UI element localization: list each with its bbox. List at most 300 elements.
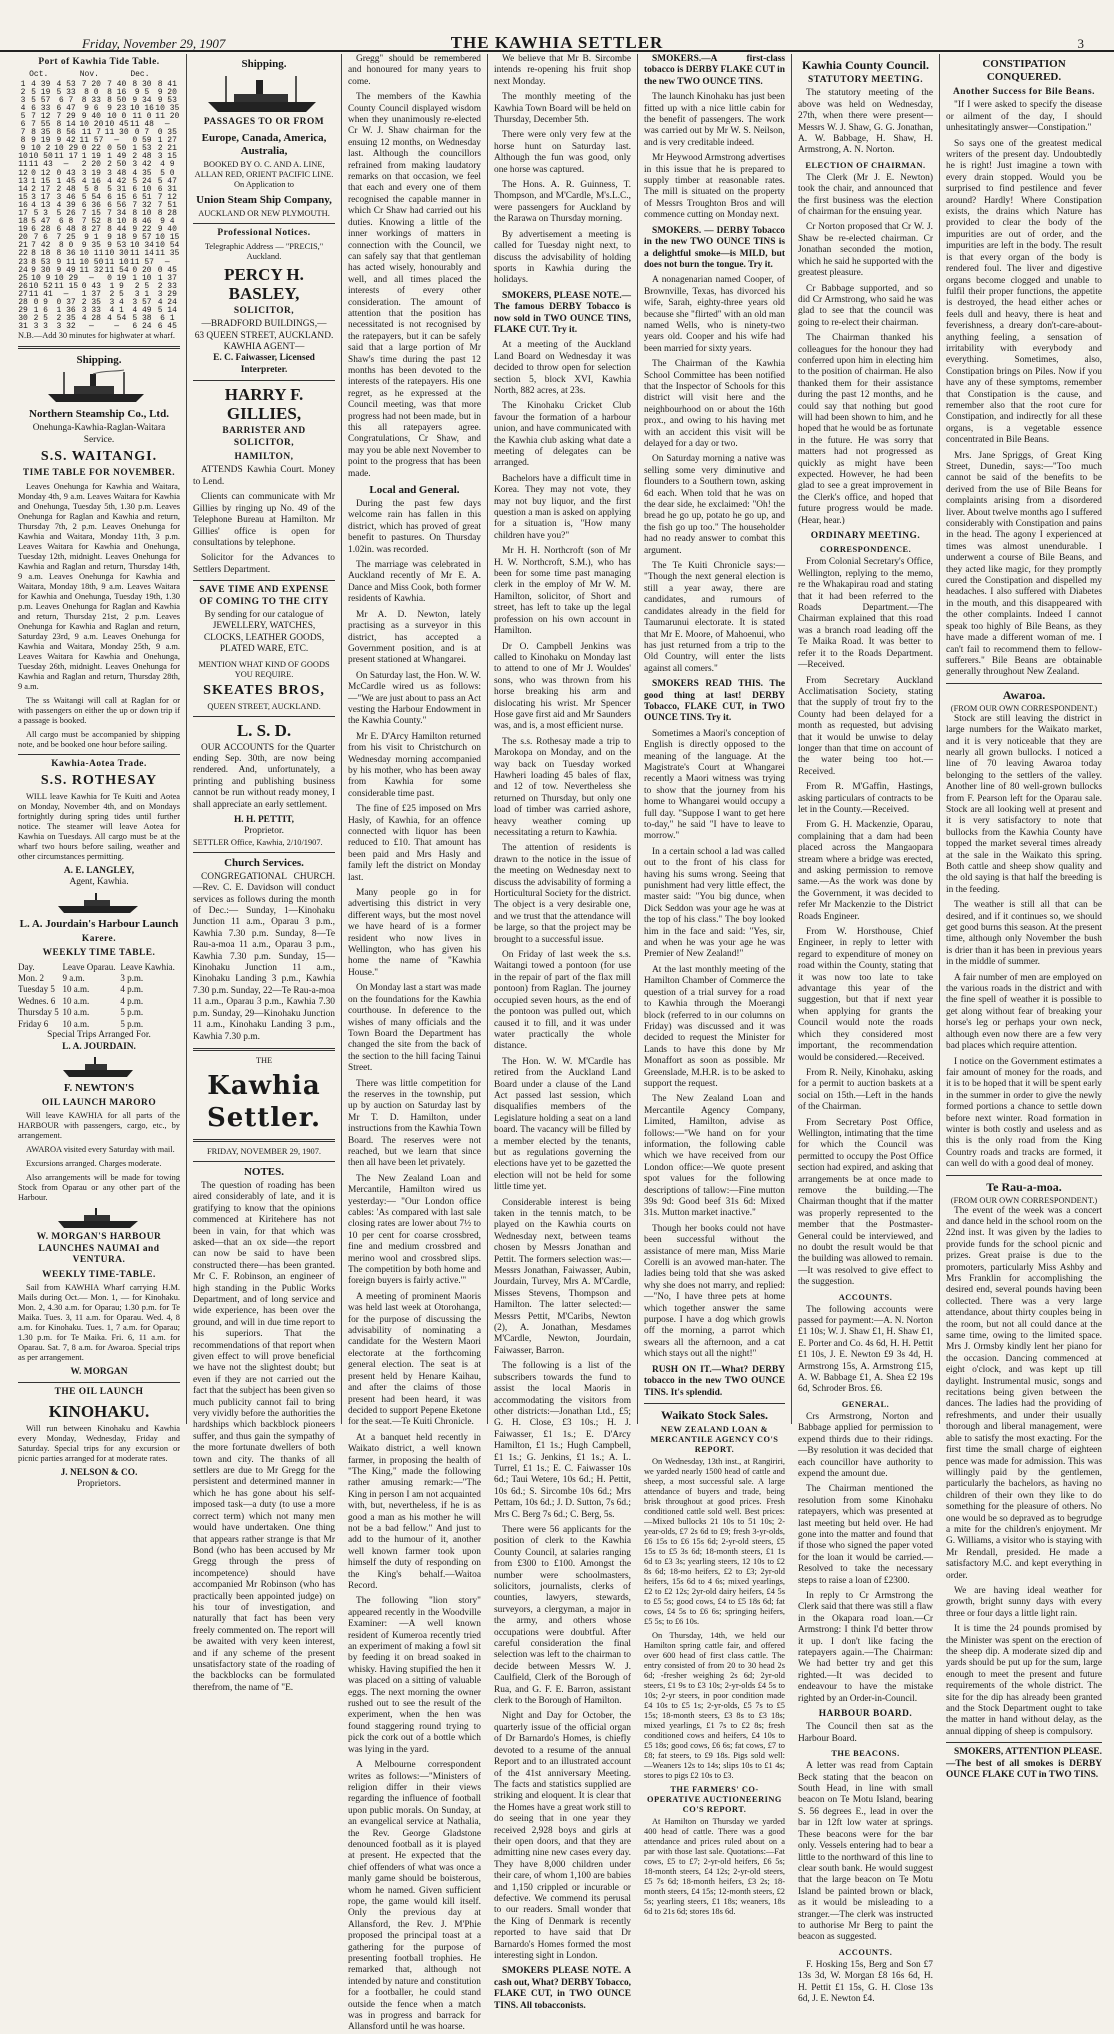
paragraph: Gregg" should be remembered and honoured for many years to come.: [348, 54, 481, 87]
paragraph: AWAROA visited every Saturday with mail.: [26, 1145, 175, 1155]
tide-cell: 4 13: [31, 200, 51, 210]
tide-cell: 10 35: [155, 103, 180, 113]
tide-cell: 3 17: [31, 192, 51, 202]
tide-cell: 1 45: [56, 176, 76, 186]
tide-cell: 6 45: [157, 322, 177, 332]
tide-cell: 6 51: [132, 192, 152, 202]
timetable-heading: TIME TABLE FOR NOVEMBER.: [22, 468, 176, 479]
ad-line: QUEEN STREET, AUCKLAND.: [207, 701, 321, 711]
tide-cell: 8 33: [81, 95, 101, 105]
paragraph: The Council then sat as the Harbour Board.: [798, 1722, 933, 1744]
paragraph: At a banquet held recently in Waikato district, a well known farmer, in proposing the health of "The King," made the following rather amusing remark:—"The King in person I am not acquainted with, but, nevertheless, if he is as good a man as his mother he will not be a bad fellow." And just to add to the humour of it, another well known farmer took upon himself the duty of responding on the King's behalf.—Waitoa Record.: [348, 1432, 481, 1591]
tide-cell: 1 10: [132, 273, 152, 283]
tide-cell: 6 24: [132, 322, 152, 332]
section-heading: Shipping.: [241, 58, 287, 70]
paragraph: The monthly meeting of the Kawhia Town Board will be held on Thursday, December 5th.: [494, 92, 631, 126]
tide-cell: 31: [18, 322, 28, 332]
paragraph: "If I were asked to specify the disease or ailment of the day, I should unhesitatingly answer—Constipation.": [946, 100, 1102, 134]
tide-cell: —: [164, 257, 170, 267]
tide-cell: 10 50: [79, 257, 104, 267]
tide-cell: 4 53: [56, 79, 76, 89]
tide-cell: 6 47: [56, 103, 76, 113]
tt-row: [18, 984, 180, 995]
paragraph: Clients can communicate with Mr Gillies by ringing up No. 49 of the Telephone Bureau at Hamilton. Mr Gillies' office is open for consultations by telephone.: [193, 492, 335, 548]
paragraph: The event of the week was a concert and dance held in the school room on the 22nd inst. It was given by the ladies to provide funds for the school picnic and prizes. Great praise is due to the promoters, particularly Miss Ashby and Mrs Franklin for accomplishing the desired end, several pounds having been collected. There was a very large attendance, about thirty couples being in the room, but not all could dance at the same time, owing to the limited space. Mrs J. Ormsby kindly lent her piano for the occasion. Dancing commenced at eight o'clock, and was kept up till daylight. Instrumental music, songs and recitations being given between the dances. The ladies had the providing of refreshments, and under their usually thorough and liberal management, were able to satisfy the most exacting. For the first time the small charge of eighteen pence was made for admission. This was willingly paid by the gentlemen, particularly the bachelors, as having no children of their own they like to do something for the pleasure of others. No one would be so depraved as to begrudge a mite for the children's enjoyment. Mr G. Williams, a visitor who is staying with Mr Rendall, presided. He made a satisfactory M.C. and kept everything in order.: [946, 1205, 1102, 1581]
tide-cell: 2 33: [157, 281, 177, 291]
subheading: ELECTION OF CHAIRMAN.: [805, 160, 926, 170]
paragraph: From W. Horsthouse, Chief Engineer, in reply to letter with regard to expenditure of money on road within the County, stating that it was now too late to take advantage this year of the suggestion, but that if next year when applying for grants the Council would note the roads which they considered most important, the recommendation would be considered.—Received.: [798, 927, 933, 1063]
tide-cell: 5 31: [107, 184, 127, 194]
paragraph: The Chairman mentioned the resolution from some Kinohaku ratepayers, which was presented at last meeting but held over. He had gone into the matter and found that if those who signed the paper voted for the loan it would be carried.—Resolved to take the necessary steps to raise a loan of £2300.: [798, 1484, 933, 1586]
tide-cell: 2 35: [56, 314, 76, 324]
tide-cell: 8 46: [132, 217, 152, 227]
ad-title: SAVE TIME AND EXPENSE OF COMING TO THE CITY: [199, 585, 329, 607]
paragraph: The New Zealand Loan and Mercantile, Hamilton wired us yesterday:— "Our London office cables: 'As compared with last sale closing rates are lower about 7½ to 10 per cent for coarse crossbred, fine and medium crossbred and merino wool and crossbred slips. The competition by both home and foreign buyers is fairly active.'": [348, 1173, 481, 1287]
dateline: SETTLER Office, Kawhia, 2/10/1907.: [193, 837, 323, 847]
ad-line: E. C. Faiwasser, Licensed Interpreter.: [213, 353, 315, 375]
tide-cell: 11 54: [104, 265, 129, 275]
tide-cell: 6 56: [107, 200, 127, 210]
ad-title: HARRY F. GILLIES,: [224, 385, 304, 424]
subheading: THE BEACONS.: [831, 1749, 900, 1759]
tide-cell: 8 16: [107, 87, 127, 97]
tide-cell: 7 34: [107, 209, 127, 218]
tide-cell: 9 18: [107, 233, 127, 243]
tide-cell: 3 48: [107, 168, 127, 178]
signature: H. H. PETTIT,: [234, 815, 294, 825]
tide-cell: 2: [20, 87, 26, 97]
tide-cell: 11 32: [79, 265, 104, 275]
tide-cell: 0 20: [132, 265, 152, 275]
tide-cell: 2 48: [56, 184, 76, 194]
section-heading: Professional Notices.: [217, 228, 311, 239]
tide-cell: 23: [18, 257, 28, 267]
tide-cell: 3 4: [109, 298, 124, 308]
agent-name: A. E. LANGLEY,: [63, 866, 135, 877]
steamship-icon: [204, 74, 324, 114]
tide-cell: 8 18: [31, 249, 51, 259]
launch-icon: [54, 892, 144, 914]
paragraph: Cr Babbage supported, and so did Cr Armstrong, who said he was glad to see that the council was going to re-elect their chairman.: [798, 283, 933, 328]
tide-cell: 19: [18, 225, 28, 235]
tide-cell: 9 1: [84, 233, 99, 243]
tide-cell: 7 12: [157, 192, 177, 202]
paragraph: Mr A. D. Newton, lately practising as a surveyor in this district, has accepted a Government position, and is at present stationed at Whangarei.: [348, 609, 481, 666]
tide-cell: 8: [20, 136, 26, 146]
tide-cell: 8 0: [58, 241, 74, 251]
paragraph: The Kinohaku Cricket Club favour the formation of a harbour union, and have communicated with the Kawhia club asking what date a meeting of delegates can be arranged.: [494, 401, 631, 469]
paragraph: The fine of £25 imposed on Mrs Hasly, of Kawhia, for an offence connected with liquor has been reduced to £10. That amount has been paid and Mrs Hasly and family left the district on Monday last.: [348, 804, 481, 883]
paragraph: At Hamilton on Thursday we yarded 400 head of cattle. There was a good attendance and prices ruled about on a par with those last sale. Quotations:—Fat cows, £5 to £7; 2-yr-old heifers, £6 5s; 18-month steers, £4 12s; 2-yr-old steers, £5 7s 6d; 18-month heifers, £3 2s; 18-month steers, £4 15s; 12-month steers, £2 5s; yearling steers, £1 18s; weaners, 18s 6d to 21s 6d; stores 18s 6d.: [644, 1816, 785, 1916]
paragraph: On Friday of last week the s.s. Waitangi towed a pontoon (for use in the repair of part of the flax mill pontoon) from Raglan. The journey occupied seven hours, as the end of the pontoon was pulled out, which caused it to fill, and it was under water practically the whole distance.: [494, 950, 631, 1052]
tide-cell: 7 29: [56, 111, 76, 121]
paragraph: There was little competition for the reserves in the township, put up by auction on Saturday last by Mr T. D. Hamilton, under instructions from the Kawhia Town Board. The reserves were not reached, but we learn that since then all have been let privately.: [348, 1078, 482, 1169]
paragraph: By sending for our catalogue of JEWELLERY, WATCHES, CLOCKS, LEATHER GOODS, PLATED WARE, ETC.: [203, 609, 325, 655]
tobacco-ad: SMOKERS, ATTENTION PLEASE.—The best of all smokes is DERBY OUNCE FLAKE CUT in TWO TINS.: [946, 1747, 1102, 1781]
tt-cell: Mon. 2: [18, 973, 45, 984]
paragraph: Crs Armstrong, Norton and Babbage applied for permission to expend thirds due to their ridings.—By resolution it was decided that each councillor have authority to expend the amount due.: [798, 1411, 933, 1479]
launch-name: KINOHAKU.: [48, 1401, 150, 1421]
paragraph: A nonagenarian named Cooper, of Brownville, Texas, has divorced his wife, Sarah, eighty-three years old because she "flirted" with an old man named Wells, who is ninety-two years old. Cooper and his wife had been married for sixty years.: [644, 275, 785, 354]
byline: (FROM OUR OWN CORRESPONDENT.): [950, 1195, 1098, 1205]
tide-cell: 7 25: [56, 233, 76, 243]
tide-cell: 4 28: [81, 314, 101, 324]
tide-cell: 2 5: [33, 314, 48, 324]
tt-cell: 10 a.m.: [62, 995, 90, 1006]
tide-cell: 10 9: [31, 273, 51, 283]
tide-cell: 1: [20, 79, 26, 89]
tide-cell: 9 49: [56, 265, 76, 275]
tt-cell: 9 a.m.: [62, 973, 85, 984]
paragraph: The Hons. A. R. Guinness, T. Thompson, and M'Cardle, M's.L.C., were passengers for Auckland by the Rarawa on Thursday morning.: [494, 180, 631, 225]
signature: L. A. JOURDAIN.: [62, 1041, 136, 1052]
tide-cell: 5 47: [31, 217, 51, 227]
ad-line: Telegraphic Address — "PRECIS," Auckland.: [204, 241, 324, 261]
agent-title: Agent, Kawhia.: [69, 877, 129, 888]
divider: [18, 1382, 180, 1383]
tide-cell: 7 15: [81, 209, 101, 218]
tide-cell: 8 50: [107, 95, 127, 105]
subheading: ORDINARY MEETING.: [810, 531, 921, 542]
paragraph: Bachelors have a difficult time in Korea. They may not vote, they may not buy liquor, and the first question a man is asked on applying for a situation is, "How many children have you?": [494, 473, 631, 541]
tide-cell: 11 48: [129, 119, 154, 129]
tide-cell: 6 15: [107, 192, 127, 202]
tide-cell: 25: [18, 273, 28, 283]
tt-cell: 10 a.m.: [62, 1007, 90, 1018]
subheading: GENERAL.: [841, 1399, 890, 1409]
tide-cell: 5 8: [84, 184, 99, 194]
tide-cell: 2 20: [81, 160, 101, 170]
tide-cell: 6 36: [81, 200, 101, 210]
column-7: [940, 54, 1108, 1781]
tide-cell: 9 23: [107, 103, 127, 113]
tide-cell: 9 20: [157, 87, 177, 97]
tide-cell: 5 14: [157, 306, 177, 316]
tide-cell: 5 3: [33, 209, 48, 218]
tide-cell: 2 17: [31, 184, 51, 194]
tide-cell: 5 47: [157, 176, 177, 186]
paragraph: We are having ideal weather for growth, bright sunny days with every three or four days a little light rain.: [946, 1585, 1102, 1619]
tide-cell: 7 6: [33, 233, 48, 243]
tide-table-body: [18, 81, 180, 332]
tt-cell: 5 p.m.: [120, 1007, 144, 1018]
tide-cell: 4 49: [132, 306, 152, 316]
paragraph: The following accounts were passed for payment:—A. N. Norton £1 10s; W. J. Shaw £1, H. Shaw £1, E. Porter and Co. 4s 6d, H. H. Pettit £1 10s, J. E. Newton £9 3s 4d, H. Armstrong 15s, A. Armstrong £15, A. W. Babbage £1, A. Shea £2 19s 6d, Schroder Bros. £6.: [798, 1304, 933, 1395]
tt-cell: 10 a.m.: [62, 1018, 90, 1029]
tide-cell: 11 10: [104, 257, 129, 267]
tide-cell: 15: [18, 192, 28, 202]
tide-cell: 7 55: [31, 119, 51, 129]
ad-line: AUCKLAND OR NEW PLYMOUTH.: [198, 209, 330, 219]
paragraph: A fair number of men are employed on the various roads in the district and with the fine spell of weather it is possible to get along without fear of breaking your horse's leg or perhaps your own neck, although even now there are a few very bad places which require attention.: [946, 972, 1102, 1052]
section-heading: Waikato Stock Sales.: [660, 1407, 768, 1422]
paragraph: F. Hosking 15s, Berg and Son £7 13s 3d, W. Morgan £8 16s 6d, H. H. Pettit £1 15s, G. H. Close 13s 6d, J. E. Newton £4.: [798, 1959, 933, 2004]
paragraph: The attention of residents is drawn to the notice in the issue of the meeting on Wednesday next to discuss the advisability of forming a Horticultural Society for the district. The object is a very desirable one, and we trust that the attendance will be large, so that the project may be brought to a successful issue.: [494, 843, 631, 945]
ad-title: L. A. Jourdain's Harbour Launch: [19, 917, 179, 930]
tide-cell: 16: [18, 200, 28, 210]
paragraph: The Clerk (Mr J. E. Newton) took the chair, and announced that the first business was the election of chairman for the ensuing year.: [798, 172, 933, 218]
divider: [193, 1048, 335, 1051]
tide-cell: 6 28: [31, 225, 51, 235]
ad-subtitle: Onehunga-Kawhia-Raglan-Waitara Service.: [32, 423, 166, 445]
tide-cell: 4 24: [157, 298, 177, 308]
tobacco-ad: SMOKERS, PLEASE NOTE.—The famous DERBY Tobacco is now sold in TWO OUNCE TINS, FLAKE CUT. Try it.: [494, 290, 631, 335]
tide-cell: 10 45: [104, 119, 129, 129]
tide-cell: 6: [20, 119, 26, 129]
tide-cell: 9 40: [81, 111, 101, 121]
tide-cell: 2 5: [109, 289, 124, 299]
tide-cell: 0 7: [134, 128, 150, 138]
tt-cell: Wednes. 6: [18, 995, 56, 1006]
ad-title: Northern Steamship Co., Ltd.: [29, 408, 169, 421]
tide-cell: 4: [20, 103, 26, 113]
ad-line: SOLICITOR,: [233, 305, 295, 316]
paragraph: By advertisement a meeting is called for Tuesday night next, to discuss the advisability of holding sports in Kawhia during the holidays.: [494, 229, 631, 286]
section-heading: Shipping.: [76, 354, 122, 367]
tide-cell: 4 1: [109, 306, 124, 316]
launch-icon: [59, 1056, 139, 1078]
tt-row: [18, 1007, 180, 1018]
ad-line: 63 QUEEN STREET, AUCKLAND.: [194, 330, 334, 341]
tide-cell: 5 19: [31, 87, 51, 97]
tide-cell: 9 22: [132, 225, 152, 235]
issue-date: Friday, November 29, 1907: [82, 36, 226, 51]
paragraph: On Saturday morning a native was selling some very diminutive and flounders to a Southern town, asking 6d each. When told that he was on the dear side, he exclaimed: "Oh! the bread he go up, potato he go up, and the fish go up too." The householder had no ready answer to combat this argument.: [644, 454, 785, 556]
tide-cell: 2 5: [134, 281, 150, 291]
tt-row: [18, 1019, 180, 1030]
paragraph: All cargo must be accompanied by shipping note, and be booked one hour before sailing.: [18, 729, 180, 749]
tide-cell: 12: [18, 168, 28, 178]
tobacco-ad: RUSH ON IT.—What? DERBY tobacco in the new TWO OUNCE TINS. It's splendid.: [644, 1364, 785, 1398]
paragraph: The question of roading has been aired considerably of late, and it is gratifying to know that the opinions commenced at Kiritehere has not been in vain, for that which was asked—that an ox side—the report can now be said to have been constructed there—has been granted. Mr C. F. Robinson, an engineer of high standing in the Public Works Department, and of long service and wide experience, has been over the ground, and will in due time report to his superiors. That the recommendations of that report when given effect to will prove beneficial we have not the slightest doubt; but even if they are not carried out the fact that the subject has been given so much publicity cannot fail to bring very vividly before the authorities the hardships which backblock pioneers suffer, and thus gain the sympathy of the more fortunate dwellers of both town and city. The thanks of all settlers are due to Mr Gregg for the persistent and determined manner in which he has gone about his self-imposed task—a duty (to use a more correct term) which not many men would have undertaken. One thing that appears rather strange is that Mr Bond (who has been accused by Mr Gregg through the press of incompetence) should have accompanied Mr Robinson (who has practically been appointed judge) on his tour of investigation, and naturally that fact has been very freely commented on. The report will be awaited with very keen interest, and if any scheme of the present unsatisfactory state of the roading of the backblocks can be formulated therefrom, the name of "E.: [193, 1180, 335, 1693]
tide-cell: 9 6: [84, 103, 99, 113]
tt-cell: Friday 6: [18, 1018, 49, 1029]
paragraph: I notice on the Government estimates a fair amount of money for the roads, and it is to be hoped that it will be spent early in the summer in order to give the newly formed portions a chance to settle down before next winter. Road formation in winter is both costly and useless and as this is the only road from the King Country roads and tracks are formed, it can well do with a good deal of money.: [946, 1056, 1102, 1170]
byline: (FROM OUR OWN CORRESPONDENT.): [950, 703, 1098, 713]
paragraph: Mr Heywood Armstrong advertises in this issue that he is prepared to supply timber at reasonable rates. The mill is situated on the property of Messrs Troughton Bros and will commence cutting on Monday next.: [644, 153, 785, 221]
tide-cell: 5 38: [132, 314, 152, 324]
tide-cell: 11 57: [79, 136, 104, 146]
tide-cell: 3 32: [56, 322, 76, 332]
tide-cell: 5 26: [56, 209, 76, 218]
paragraph: OUR ACCOUNTS for the Quarter ending Sep. 30th, are now being rendered. And, unfortunately, a printing and publishing business cannot be run without ready money, I shall appreciate an early settlement.: [193, 742, 335, 810]
divider: [193, 580, 335, 581]
divider: [18, 346, 180, 349]
ad-title: F. NEWTON'S: [63, 1081, 135, 1094]
paragraph: Mr H. H. Northcroft (son of Mr H. W. Northcroft, S.M.), who has been for some time past managing clerk in the employ of Mr W. M. Hamilton, solicitor, of Short and street, has left to take up the legal profession on his own account in Hamilton.: [494, 546, 631, 637]
paragraph: Will leave KAWHIA for all parts of the HARBOUR with passengers, cargo, etc., by arrangement.: [18, 1111, 180, 1141]
ad-title: Union Steam Ship Company,: [196, 194, 332, 207]
tt-cell: 10 a.m.: [62, 984, 90, 995]
tide-cell: 9 35: [81, 241, 101, 251]
section-heading: Kawhia-Aotea Trade.: [51, 758, 147, 769]
paragraph: From G. H. Mackenzie, Oparau, complaining that a dam had been placed across the Mangaopara stream where a bridge was erected, and asking permission to remove same.—As the work was done by the Government, it was decided to refer Mr Mackenzie to the District Roads Engineer.: [798, 820, 933, 922]
tide-cell: 30: [18, 314, 28, 324]
ad-line: On Application to: [233, 180, 294, 190]
tide-cell: 4 39: [31, 79, 51, 89]
paragraph: Will run between Kinohaku and Kawhia every Monday, Wednesday, Friday and Saturday. Special trips for any excursion or picnic parties arranged for at moderate rates.: [18, 1423, 180, 1463]
paragraph: CONGREGATIONAL CHURCH.—Rev. C. E. Davidson will conduct services as follows during the month of Dec.:— Sunday, 1—Kinohaku Junction 11 a.m., Oparau 3 p.m., Kawhia 7.30 p.m. Sunday, 8—Te Rau-a-moa 11 a.m., Oparau 3 p.m., Kawhia 7.30 p.m. Sunday, 15—Kinohaku Junction 11 a.m., Kinohaku Landing 3 p.m., Kawhia 7.30 p.m. Sunday, 22—Te Rau-a-moa 11 a.m., Oparau 3 p.m., Kawhia 7.30 p.m. Sunday, 29—Kinohaku Junction 11 a.m., Kinohaku Landing 3 p.m., Kawhia 7.30 p.m.: [193, 871, 335, 1042]
tt-header: Leave Kawhia.: [120, 961, 175, 972]
paragraph: During the past few days welcome rain has fallen in this district, which has proved of great benefit to pastures. On Thursday 1.02in. was recorded.: [348, 499, 481, 555]
paragraph: From Secretary Auckland Acclimatisation Society, stating that the supply of trout fry to the County had been delayed for a month as requested, but advising that it would be unwise to delay longer than that time on account of the water being too hot.—Received.: [798, 675, 933, 777]
paragraph: WILL leave Kawhia for Te Kuiti and Aotea on Monday, November 4th, and on Mondays fortnightly during spring tides until further notice. The steamer will leave Aotea for Kawhia on Tuesdays. All cargo must be at the wharf two hours before sailing, weather and other circumstances permitting.: [18, 792, 180, 862]
tide-cell: 4 9: [160, 160, 175, 170]
tide-cell: 7 32: [132, 200, 152, 210]
paragraph: In reply to Cr Armstrong the Clerk said that there was still a flaw in the Okapara road loan.—Cr Armstrong: I think I'd better throw it up. I don't like facing the ratepayers again.—The Chairman: We had better try and get this righted.—It was decided to endeavour to have the mistake righted by an Order-in-Council.: [798, 1590, 933, 1704]
launch-name: OIL LAUNCH MARORO: [41, 1097, 157, 1108]
tide-cell: 11 43: [28, 160, 53, 170]
tide-cell: 11 14: [129, 249, 154, 259]
tide-cell: —: [164, 119, 170, 129]
tide-cell: 1 53: [132, 144, 152, 154]
tide-cell: 0 9: [33, 298, 48, 308]
tide-cell: 9: [20, 144, 26, 154]
tide-cell: 1 27: [157, 136, 177, 146]
tide-table-title: Port of Kawhia Tide Table.: [38, 57, 160, 67]
tide-cell: 9 40: [157, 225, 177, 235]
ad-line: KAWHIA AGENT—: [223, 342, 305, 353]
tide-cell: 3 19: [81, 168, 101, 178]
tide-cell: 10 50: [28, 152, 53, 162]
page-number: 3: [1077, 36, 1084, 51]
tide-cell: 14: [18, 184, 28, 194]
tide-cell: 8 53: [31, 257, 51, 267]
tide-cell: 10 0: [107, 111, 127, 121]
sailing-list: Leaves Onehunga for Kawhia and Waitara, Monday 4th, 9 a.m. Leaves Waitara for Kawhia and Onehunga, Tuesday 5th, 1.30 p.m. Leaves Onehunga for Raglan and Kawhia and return, Thursday 7th, 2 p.m. Leaves Onehunga for Kawhia and Waitara, Monday 11th, 3 p.m. Leaves Waitara for Kawhia and Onehunga, Tuesday 12th, midnight. Leaves Onehunga for Kawhia and Raglan and return, Thursday 14th, 9 a.m. Leaves Onehunga for Kawhia and Waitara, Monday 18th, 9 a.m. Leaves Waitara for Kawhia and Onehunga, Tuesday 19th, 1.30 p.m. Leaves Onehunga for Raglan and Kawhia and return, Thursday 21st, 2 p.m. Leaves Onehunga for Kawhia and Raglan and return, Saturday 23rd, 9 a.m. Leaves Onehunga for Kawhia and Waitara, Monday 25th, 9 a.m. Leaves Waitara for Kawhia and Onehunga, Tuesday 26th, midnight. Leaves Onehunga for Kawhia and Raglan and return, Thursday 28th, 9 a.m.: [18, 481, 180, 691]
tide-cell: —: [88, 322, 94, 332]
tide-cell: 1 19: [81, 152, 101, 162]
tide-cell: 1 6: [33, 306, 48, 316]
signature-title: Proprietors.: [76, 1479, 121, 1490]
tide-cell: 11 17: [54, 152, 79, 162]
tide-cell: 9 30: [31, 265, 51, 275]
tide-cell: 9 4: [160, 217, 175, 227]
tide-cell: 9 53: [107, 241, 127, 251]
section-heading: Te Rau-a-moa.: [986, 1179, 1062, 1194]
ad-title: W. MORGAN'S HARBOUR LAUNCHES NAUMAI and VENTURA.: [36, 1232, 162, 1266]
ad-subheadline: Another Success for Bile Beans.: [953, 87, 1095, 97]
tide-cell: 11 15: [54, 281, 79, 291]
tt-cell: Tuesday 5: [18, 984, 55, 995]
subheading: CORRESPONDENCE.: [819, 545, 912, 555]
divider: [193, 1161, 335, 1162]
tide-cell: 7 51: [157, 200, 177, 210]
tide-month: Nov.: [79, 70, 99, 80]
tide-cell: 8 41: [157, 79, 177, 89]
ad-title: PERCY H. BASLEY,: [224, 264, 304, 303]
tobacco-ad: SMOKERS READ THIS. The good thing at last! DERBY Tobacco, FLAKE CUT, in TWO OUNCE TINS. Try it.: [644, 679, 785, 724]
paragraph: From Secretary Post Office, Wellington, intimating that the time for which the Council was permitted to occupy the Post Office section had expired, and asking that arrangements be at once made to remove the building.—The Chairman thought that if the matter was properly represented to the member that the Postmaster-General could be interviewed, and no doubt the result would be that the building was allowed to remain.—It was resolved to give effect to the suggestion.: [798, 1117, 933, 1288]
subheading: STATUTORY MEETING.: [807, 75, 924, 85]
tt-row: [18, 996, 180, 1007]
section-heading: NOTES.: [243, 1165, 285, 1178]
ad-title: L. S. D.: [236, 720, 292, 740]
timetable-heading: WEEKLY TIME-TABLE.: [42, 1269, 156, 1280]
section-heading: Church Services.: [224, 856, 304, 869]
paragraph: The Chairman of the Kawhia School Committee has been notified that the Inspector of Schools for this district will visit here and the neighbourhood on or about the 16th prox., and owing to his having met with an accident this visit will be delayed for a day or two.: [644, 359, 785, 449]
paragraph: Sometimes a Maori's conception of English is directly opposed to the meaning of the language. At the Magistrate's Court at Whangarei recently a Maori witness was trying to show that the journey from his home to Whangarei would occupy a full day. "Suppose I want to get here to-day," he said "I have to leave to morrow.": [644, 728, 785, 842]
tide-cell: 3 57: [132, 298, 152, 308]
tide-cell: 10 30: [104, 249, 129, 259]
tide-cell: 0 19: [107, 273, 127, 283]
paragraph: Also arrangements will be made for towing Stock from Oparau or any other part of the Harbour.: [18, 1173, 180, 1203]
tide-cell: 0 35: [157, 128, 177, 138]
subheading: HARBOUR BOARD.: [818, 1709, 913, 1720]
tide-cell: 6 10: [132, 184, 152, 194]
tide-cell: 29: [18, 306, 28, 316]
tide-cell: 4 16: [81, 176, 101, 186]
paragraph: A letter was read from Captain Beck stating that the beacon on South Head, in line with small beacon on Te Motu Island, bearing S. 56 degrees E., lead in over the bar in 12ft low water at springs. These beacons were for the bar only. Vessels entering had to bear a little to the northward of this line to clear south bank. He would suggest that the large beacon on Te Motu Island be painted brown or black, as it would be misleading to a stranger.—The clerk was instructed to authorise Mr Berg to paint the beacon as suggested.: [798, 1761, 933, 1943]
ad-line: —BRADFORD BUILDINGS,—: [201, 319, 327, 330]
tide-cell: 3 15: [157, 152, 177, 162]
divider: [193, 716, 335, 717]
tide-cell: 3: [20, 95, 26, 105]
subheading: ACCOUNTS.: [838, 1292, 893, 1302]
tide-cell: 1 49: [107, 152, 127, 162]
paragraph: A Melbourne correspondent writes as follows:—"Ministers of religion differ in their views regarding the influence of football upon public morals. On Sunday, at an evangelical service at Nathalia, the Rev. George Gladstone denounced football as it is played at present. He expected that the chief offenders of what was once a manly game should be boisterous, whom he named. Given sufficient rope, the game would kill itself. Only the previous day at Allansford, the Rev. J. M'Phie proposed the principal toast at a gathering for the purpose of presenting football trophies. He remarked that, although not intended by nature and constitution for a footballer, he could stand outside the fence when a match was in progress and barrack for Allansford until he was hoarse.: [348, 1760, 481, 2033]
paragraph: On Monday last a start was made on the foundations for the Kawhia courthouse. In deference to the wishes of many officials and the Town Board the Department has changed the site from the back of the section to the hill facing Tainui Street.: [348, 983, 481, 1074]
paragraph: From R. M'Gaffin, Hastings, asking particulars of contracts to be let in the County.—Received.: [798, 782, 933, 815]
tide-cell: 10 20: [79, 119, 104, 129]
tide-cell: 24: [18, 265, 28, 275]
tide-cell: 5 54: [81, 192, 101, 202]
paragraph: The ss Waitangi will call at Raglan for or with passengers on either the up or down trip if a passage is booked.: [18, 695, 180, 725]
tide-cell: —: [88, 273, 94, 283]
divider: [193, 852, 335, 853]
launch-timetable: [18, 962, 180, 1030]
tide-cell: 10 54: [155, 241, 180, 251]
paragraph: The marriage was celebrated in Auckland recently of Mr E. A. Dance and Miss Cook, both former residents of Kawhia.: [348, 560, 481, 605]
column-5: [638, 54, 792, 1916]
tide-month: Oct.: [29, 70, 49, 80]
tide-cell: 20: [18, 233, 28, 243]
tide-cell: 8 10: [132, 209, 152, 218]
tide-cell: 11 0: [132, 111, 152, 121]
tobacco-ad: SMOKERS PLEASE NOTE. A cash out, What? DERBY Tobacco, FLAKE CUT, in TWO OUNCE TINS. All tobacconists.: [494, 1966, 632, 2011]
report-heading: NEW ZEALAND LOAN & MERCANTILE AGENCY CO'S REPORT.: [650, 1424, 779, 1454]
tt-cell: 4 p.m.: [120, 984, 144, 995]
section-heading: Kawhia County Council.: [801, 58, 930, 72]
tide-cell: 0 45: [157, 265, 177, 275]
tide-cell: 13: [18, 176, 28, 186]
tide-cell: 8 56: [56, 128, 76, 138]
paragraph: The Chairman thanked his colleagues for the honour they had conferred upon him in electing him to the position of chairman. He also thanked them for their assistance during the past 12 months, and he could say that nothing but good will had been shown to him, and he hoped that he would be as fortunate in the future. He was sorry that matters had not progressed as quickly as might have been expected. However, he had been glad to see a great improvement in the Clerk's office, and hoped that future progress would be made. (Hear, hear.): [798, 333, 933, 526]
paragraph: Cr Norton proposed that Cr W. J. Shaw be re-elected chairman. Cr Jonathan seconded the motion, which he said he supported with the greatest pleasure.: [798, 222, 933, 279]
tide-cell: 1 9: [109, 281, 124, 291]
paragraph: The members of the Kawhia County Council displayed wisdom when they unanimously re-elected Cr W. J. Shaw chairman for the ensuing 12 months, on Wednesday last. Although the councillors refrained from making laudatory remarks on that occasion, we feel that each and every one of them recognised the capable manner in which Cr Shaw had carried out his duties. Knowing a little of the inner workings of matters in connection with the Council, we can safely say that that gentleman has acted wisely, honourably and well, and all times placed the interests of every other consideration. The amount of attention that the position has necessitated is not recognised by the ratepayers, but it can be safely said that a large portion of Mr Shaw's time during the past 12 months has been devoted to the interests of the ratepayers. His one regret, as he expressed at the Council meeting, was that more progress had not been made, but in this all ratepayers agree. Congratulations, Cr Shaw, and may you be able next November to point to the progress that has been made.: [348, 92, 481, 479]
tt-cell: 5 p.m.: [120, 1018, 144, 1029]
ad-title: Europe, Canada, America, Australia,: [201, 132, 327, 158]
tide-cell: 9 34: [132, 95, 152, 105]
tide-cell: —: [114, 322, 120, 332]
tide-cell: 0 43: [81, 281, 101, 291]
column-6: [792, 54, 940, 2004]
paragraph: We believe that Mr B. Sircombe intends re-opening his fruit shop next Monday.: [494, 54, 631, 87]
divider: [946, 1175, 1102, 1176]
tide-cell: 4 39: [56, 200, 76, 210]
column-3: [342, 54, 488, 2033]
paragraph: Solicitor for the Advances to Settlers Department.: [193, 553, 335, 575]
paragraph: From Colonial Secretary's Office, Wellington, replying to the memo, re the Whakapirau road and stating that it had been referred to the Roads Department.—The Chairman explained that this road was a branch road leading off the Te Maika Road. It was better to refer it to the Roads Department. —Received.: [798, 557, 933, 671]
ad-line: MENTION WHAT KIND OF GOODS YOU REQUIRE.: [198, 659, 330, 679]
paragraph: At the last monthly meeting of the Hamilton Chamber of Commerce the question of a trial survey for a road to Kawhia through the Moerangi block (referred to in our columns on Friday) was discussed and it was decided to request the Minister for Lands to have this done by Mr Monaffort as soon as possible. Mr Greenslade, M.H.R. is to be asked to support the request.: [644, 964, 785, 1089]
paragraph: The statutory meeting of the above was held on Wednesday, 27th, when there were present—Messrs W. J. Shaw, G. G. Jonathan, A. W. Babbage, H. Shaw, H. Armstrong, A. N. Norton.: [798, 88, 933, 156]
ad-line: HAMILTON,: [234, 452, 294, 463]
tide-cell: —: [63, 160, 69, 170]
tide-cell: 9 42: [56, 136, 76, 146]
divider: [644, 1403, 785, 1404]
